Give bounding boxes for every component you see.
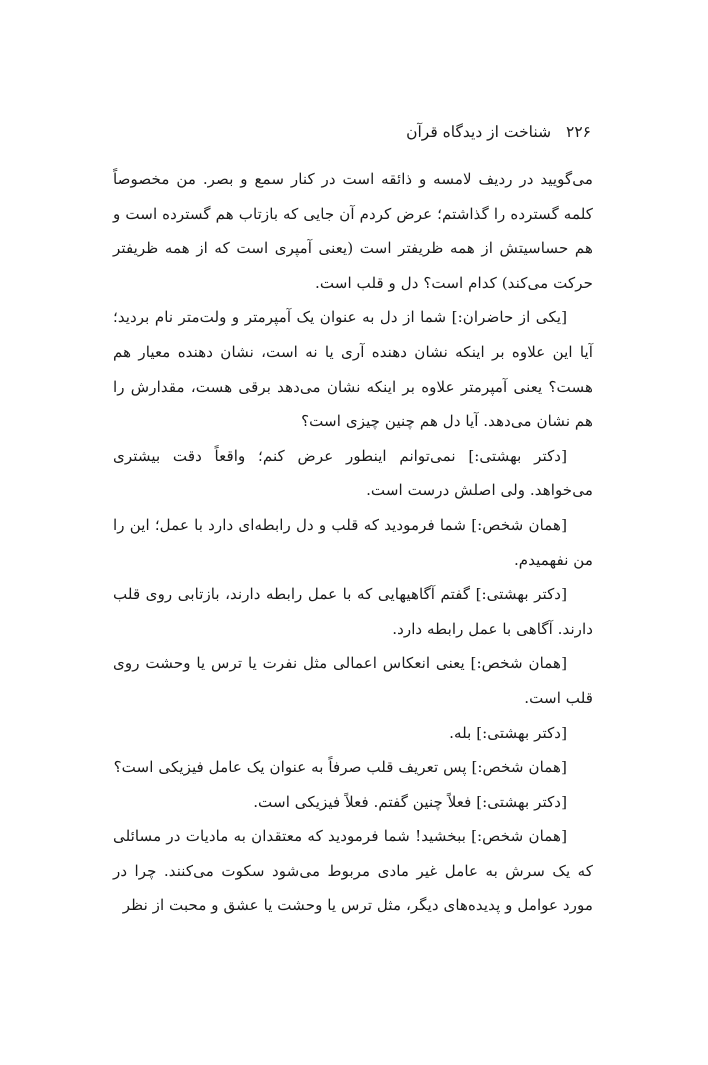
paragraph-2: [یکی از حاضران:] شما از دل به عنوان یک آمپرمتر و ولت‌متر نام بردید؛ آیا این علاوه بر اینکه نشان دهنده آری یا نه است، نشان دهنده معیار هم هست؟ یعنی آمپرمتر علاوه بر اینکه نشان می‌دهد برقی هست، مقدارش را هم نشان می‌دهد. آیا دل هم چنین چیزی است؟ bbox=[113, 308, 593, 431]
paragraph-5: [دکتر بهشتی:] گفتم آگاهیهایی که با عمل رابطه دارند، بازتابی روی قلب دارند. آگاهی با عمل رابطه دارد. bbox=[113, 585, 593, 638]
paragraph-10: [همان شخص:] ببخشید! شما فرمودید که معتقدان به مادیات در مسائلی که یک سرش به عامل غیر مادی مربوط می‌شود سکوت می‌کنند. چرا در مورد عوامل و پدیده‌های دیگر، مثل ترس یا وحشت یا عشق و محبت از نظر bbox=[113, 827, 593, 915]
paragraph-3: [دکتر بهشتی:] نمی‌توانم اینطور عرض کنم؛ واقعاً دقت بیشتری می‌خواهد. ولی اصلش درست است. bbox=[113, 446, 593, 500]
paragraph-9: [دکتر بهشتی:] فعلاً چنین گفتم. فعلاً فیزیکی است. bbox=[253, 792, 567, 811]
paragraph-4: [همان شخص:] شما فرمودید که قلب و دل رابطه‌ای دارد با عمل؛ این را من نفهمیدم. bbox=[113, 515, 593, 569]
paragraph-8: [همان شخص:] پس تعریف قلب صرفاً به عنوان یک عامل فیزیکی است؟ bbox=[113, 758, 567, 777]
body-text bbox=[113, 162, 593, 923]
paragraph-7: [دکتر بهشتی:] بله. bbox=[449, 723, 567, 742]
paragraph-6: [همان شخص:] یعنی انعکاس اعمالی مثل نفرت یا ترس یا وحشت روی قلب است. bbox=[113, 654, 593, 707]
paragraph-1: می‌گویید در ردیف لامسه و ذائقه است در کنار سمع و بصر. من مخصوصاً کلمه گسترده را گذاشتم؛ عرض کردم آن جایی که بازتاب هم گسترده است و هم حساسیتش از همه ظریفتر است (یعنی آمپری است که از همه ظریفتر حرکت می‌کند) کدام است؟ دل و قلب است. bbox=[113, 170, 593, 292]
running-header bbox=[406, 121, 591, 143]
page-number: ۲۲۶ bbox=[566, 123, 591, 141]
book-title: شناخت از دیدگاه قرآن bbox=[406, 123, 552, 141]
